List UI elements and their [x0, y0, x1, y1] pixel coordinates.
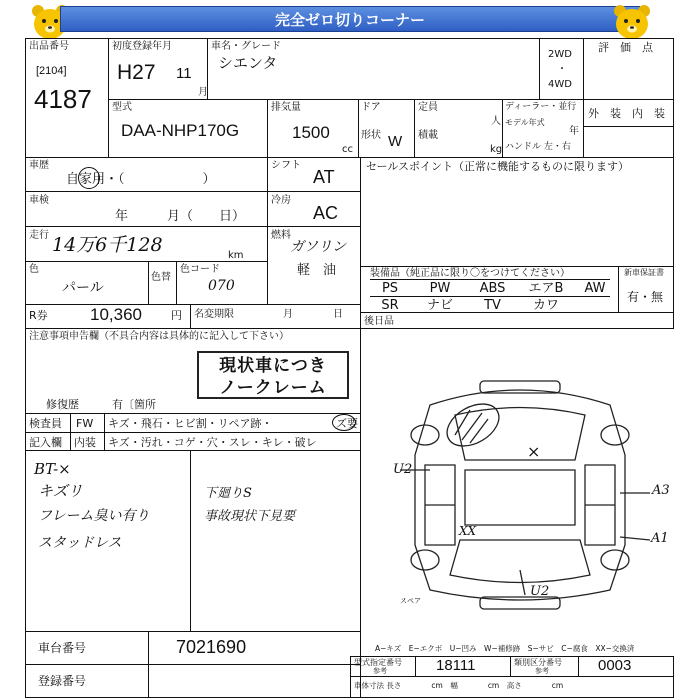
sales-point-label: セールスポイント（正常に機能するものに限ります）	[366, 160, 630, 173]
capacity-label: 定員	[418, 102, 438, 113]
inspection-label: 車検	[29, 195, 49, 206]
car-name-label: 車名・グレード	[211, 41, 281, 52]
ext-int-label: 外 装 内 装	[588, 107, 665, 120]
car-name-value: シエンタ	[218, 55, 278, 72]
equip-abs: ABS	[479, 281, 506, 296]
mark-xx: XX	[459, 524, 477, 538]
displacement-value: 1500	[292, 123, 330, 142]
shape-label: 形状	[361, 130, 381, 141]
deregistration-label: 名変期限	[194, 309, 234, 320]
record-label: 記入欄	[29, 436, 62, 449]
record-row1-items: キズ・飛石・ヒビ割・リペア跡・	[108, 417, 273, 430]
record-row2-items: キズ・汚れ・コゲ・穴・スレ・キレ・破レ	[108, 436, 317, 449]
displacement-label: 排気量	[271, 102, 301, 113]
model-type-value: DAA-NHP170G	[121, 121, 240, 140]
shift-value: AT	[313, 167, 335, 187]
dealer-label: ディーラー・並行	[505, 102, 577, 112]
stamp-line2: ノークレーム	[219, 378, 327, 398]
mileage-label: 走行	[29, 230, 49, 241]
color-value: パール	[62, 279, 104, 295]
lot-no-label: 出品番号	[29, 41, 69, 52]
banner-title: 完全ゼロ切りコーナー	[60, 6, 640, 32]
note-right-2: 事故現状下見要	[204, 509, 296, 524]
reg-no-label: 登録番号	[38, 674, 87, 688]
color-code-value: 070	[208, 278, 235, 294]
record-row1-end: ズ要	[336, 417, 358, 430]
legend-text: A−キズ E−エクボ U−凹み W−補修跡 S−サビ C−腐食 XX−交換済	[375, 644, 635, 653]
note-left-3: フレーム臭い有り	[38, 508, 150, 524]
km-label: km	[228, 250, 244, 261]
color-label: 色	[29, 264, 39, 275]
history-value: 自家用・（ ）	[66, 171, 216, 186]
category-sub: 参考	[535, 667, 549, 675]
mileage-value: 14万6千128	[52, 234, 163, 256]
persons-label: 人	[491, 116, 501, 127]
inspector-label: 検査員	[29, 417, 62, 430]
category-label: 類別区分番号	[514, 658, 562, 667]
equip-tv: TV	[484, 298, 501, 313]
load-label: 積載	[418, 130, 438, 141]
inspection-value: 年 月（ 日）	[115, 208, 246, 223]
recycle-label: R券	[29, 309, 48, 322]
equip-pw: PW	[429, 281, 451, 296]
equip-navi: ナビ	[426, 298, 453, 313]
record-interior: 内装	[74, 436, 96, 449]
equip-leather: カワ	[532, 298, 559, 313]
category-value: 0003	[598, 657, 632, 674]
recycle-amount: 10,360	[90, 305, 142, 324]
note-right-1: 下廻りS	[204, 486, 252, 501]
model-year-label: モデル年式	[505, 118, 545, 127]
type-spec-value: 18111	[436, 657, 476, 674]
month-unit-label: 月	[198, 87, 208, 98]
dims-label: 車体寸法 長さ cm 幅 cm 高さ cm	[354, 681, 564, 690]
yen-label: 円	[171, 309, 182, 322]
aircon-label: 冷房	[271, 195, 291, 206]
color-swap-label: 色替	[151, 272, 171, 283]
door-label: ドア	[361, 102, 381, 113]
equip-aw: AW	[584, 281, 606, 296]
history-label: 車歴	[29, 160, 49, 171]
car-damage-diagram	[370, 375, 670, 615]
chassis-no-value: 7021690	[176, 637, 247, 657]
repair-label: 修復歴 有〔箇所	[46, 398, 156, 411]
month-day-label: 月 日	[283, 309, 343, 320]
first-reg-label: 初度登録年月	[112, 41, 172, 52]
type-spec-sub: 参考	[373, 667, 387, 675]
model-type-label: 型式	[112, 102, 132, 113]
shift-label: シフト	[271, 160, 301, 171]
chassis-no-label: 車台番号	[38, 641, 87, 655]
shape-value: W	[388, 133, 403, 150]
year-unit-label: 年	[569, 126, 579, 137]
equip-airbag: エアB	[528, 281, 564, 296]
stamp-line1: 現状車につき	[219, 356, 327, 376]
equip-ps: PS	[381, 281, 399, 296]
cc-label: cc	[342, 144, 353, 155]
handle-label: ハンドル 左・右	[505, 142, 571, 152]
afterwards-label: 後日品	[364, 316, 394, 327]
lot-code: [2104]	[36, 65, 67, 77]
note-left-1: BT-×	[34, 460, 71, 478]
note-left-4: スタッドレス	[38, 535, 122, 551]
equipment-label: 装備品（純正品に限り〇をつけてください）	[370, 268, 570, 279]
drive-2wd: 2WD	[548, 49, 572, 60]
fuel-alt-label: 軽 油	[297, 263, 337, 278]
drive-dot: ・	[557, 64, 567, 75]
aircon-value: AC	[313, 203, 339, 223]
record-circle-mark	[332, 414, 356, 431]
mark-a1: A1	[651, 531, 669, 546]
fuel-value: ガソリン	[290, 239, 346, 255]
history-circle-mark	[78, 167, 100, 189]
evaluation-label: 評 価 点	[598, 41, 653, 54]
mascot-bear-right-icon	[610, 2, 654, 42]
mark-u2-bottom: U2	[530, 584, 550, 599]
equip-sr: SR	[381, 298, 399, 313]
record-fw: FW	[76, 417, 94, 430]
mark-spare: スペア	[400, 597, 421, 605]
mark-u2-left: U2	[393, 462, 413, 477]
new-warranty-label: 新車保証書	[624, 268, 664, 277]
warranty-value: 有・無	[627, 290, 664, 304]
first-reg-year: H27	[117, 61, 156, 84]
note-left-2: キズリ	[38, 482, 83, 500]
no-claim-stamp	[197, 351, 349, 399]
drive-4wd: 4WD	[548, 79, 572, 90]
mark-x-top: ×	[527, 442, 541, 461]
type-spec-label: 型式指定番号	[354, 658, 402, 667]
first-reg-month: 11	[176, 65, 192, 82]
notes-label: 注意事項申告欄（不具合内容は具体的に記入して下さい）	[29, 331, 289, 342]
fuel-label: 燃料	[271, 230, 291, 241]
color-code-label: 色コード	[180, 264, 220, 275]
mark-a3: A3	[652, 483, 670, 498]
kg-label: kg	[490, 144, 503, 155]
lot-number: 4187	[34, 84, 92, 114]
